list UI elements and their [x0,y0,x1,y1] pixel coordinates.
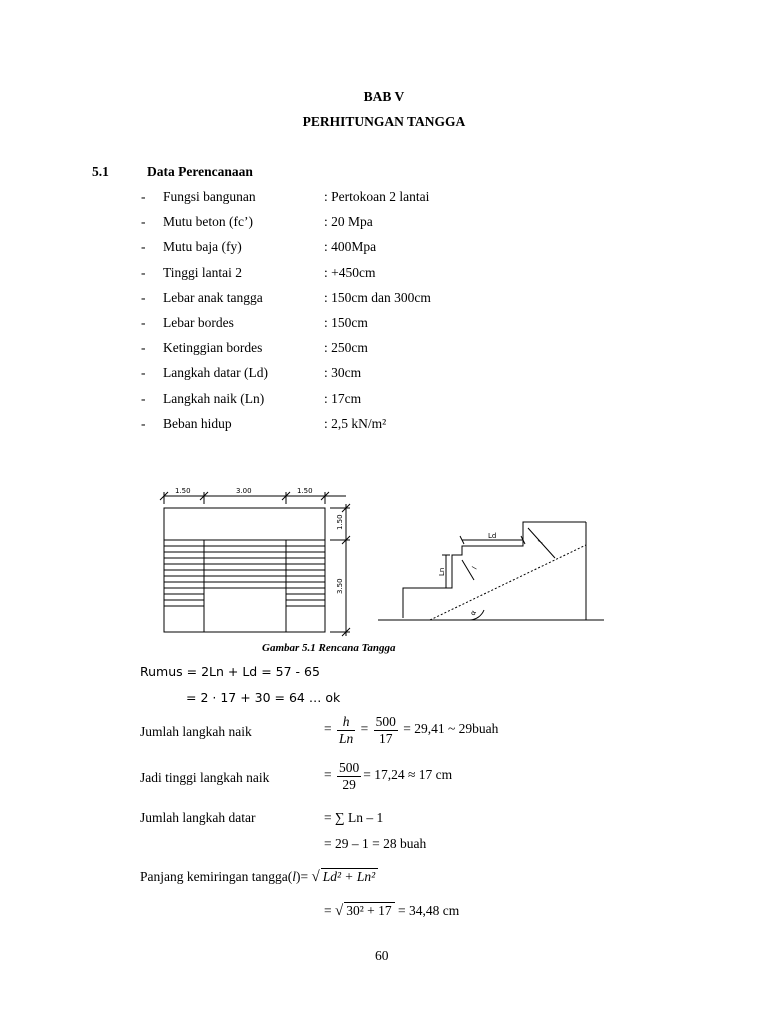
data-item-label: Mutu beton (fc’) [163,214,253,229]
panjang-label [140,868,378,886]
list-bullet: - [141,214,146,229]
label-ld: Ld [488,532,497,540]
page-number: 60 [375,948,389,963]
panjang-formula-2 [324,902,459,920]
dim-left: 1.50 [175,487,191,495]
panjang-close: )= [295,869,309,884]
data-item-value: : 150cm dan 300cm [324,290,431,305]
data-item-label: Lebar bordes [163,315,234,330]
chapter-heading: BAB V [363,89,405,104]
data-item-label: Ketinggian bordes [163,340,263,355]
jumlah-naik-formula [324,714,498,746]
numerator: 500 [339,760,360,775]
data-item-label: Beban hidup [163,416,232,431]
data-item-label: Mutu baja (fy) [163,239,242,254]
stair-plan-view [160,492,350,636]
data-item-label: Tinggi lantai 2 [163,265,243,280]
list-bullet: - [141,416,146,431]
section-number: 5.1 [92,164,109,179]
label-ln: Ln [438,567,446,576]
label-l1: l [470,565,479,571]
numerator: 500 [375,714,396,729]
label-alpha: α [468,608,479,617]
list-bullet: - [141,239,146,254]
list-bullet: - [141,265,146,280]
figure-caption: Gambar 5.1 Rencana Tangga [262,642,396,654]
rumus-line-2: = 2 · 17 + 30 = 64 … ok [186,690,341,705]
numerator: h [337,714,355,731]
jumlah-naik-label: Jumlah langkah naik [140,724,252,739]
eq-sign: = [324,903,332,918]
panjang-var: l [292,869,296,884]
result: = 17,24 ≈ 17 cm [363,767,453,783]
stair-figure [0,480,768,640]
dim-top-height: 1.50 [336,514,344,530]
data-item-value: : +450cm [324,265,376,280]
eq-sign: = [324,767,332,783]
list-bullet: - [141,365,146,380]
result: = 29,41 ~ 29buah [403,721,499,737]
data-item-value: : 2,5 kN/m² [324,416,387,431]
eq-sign: = [324,721,332,737]
list-bullet: - [141,315,146,330]
dim-middle: 3.00 [236,487,252,495]
data-item-value: : 400Mpa [324,239,377,254]
datar-eq-2: = 29 – 1 = 28 buah [324,836,427,851]
data-item-value: : 20 Mpa [324,214,373,229]
data-item-value: : 250cm [324,340,368,355]
data-item-value: : 150cm [324,315,368,330]
fraction-500-17 [374,714,398,746]
tinggi-formula [324,760,452,792]
denominator: Ln [339,730,354,746]
chapter-title: PERHITUNGAN TANGGA [302,114,466,129]
datar-label: Jumlah langkah datar [140,810,256,825]
data-item-label: Fungsi bangunan [163,189,256,204]
dim-bottom-height: 3.50 [336,578,344,594]
denominator: 29 [342,776,356,792]
datar-eq-1: = ∑ Ln – 1 [324,810,384,825]
list-bullet: - [141,340,146,355]
data-item-label: Langkah datar (Ld) [163,365,268,380]
fraction-h-ln [337,714,355,746]
sqrt-content: Ld² + Ln² [321,868,378,885]
sqrt-icon: √ [311,869,320,885]
data-item-label: Lebar anak tangga [163,290,263,305]
rumus-line-1: Rumus = 2Ln + Ld = 57 - 65 [140,664,320,679]
data-item-label: Langkah naik (Ln) [163,391,265,406]
result: = 34,48 cm [398,903,460,918]
data-item-value: : 30cm [324,365,362,380]
denominator: 17 [379,730,393,746]
section-title: Data Perencanaan [147,164,253,179]
stair-treads [164,546,325,606]
panjang-label-text: Panjang kemiringan tangga( [140,869,293,884]
sqrt-icon: √ [335,903,344,919]
fraction-500-29 [337,760,361,792]
list-bullet: - [141,391,146,406]
list-bullet: - [141,189,146,204]
data-item-value: : Pertokoan 2 lantai [324,189,430,204]
sqrt-content: 30² + 17 [344,902,394,919]
data-item-value: : 17cm [324,391,362,406]
list-bullet: - [141,290,146,305]
label-l2: l [536,539,545,545]
tinggi-label: Jadi tinggi langkah naik [140,770,270,785]
dim-right: 1.50 [297,487,313,495]
eq-sign: = [360,721,369,737]
